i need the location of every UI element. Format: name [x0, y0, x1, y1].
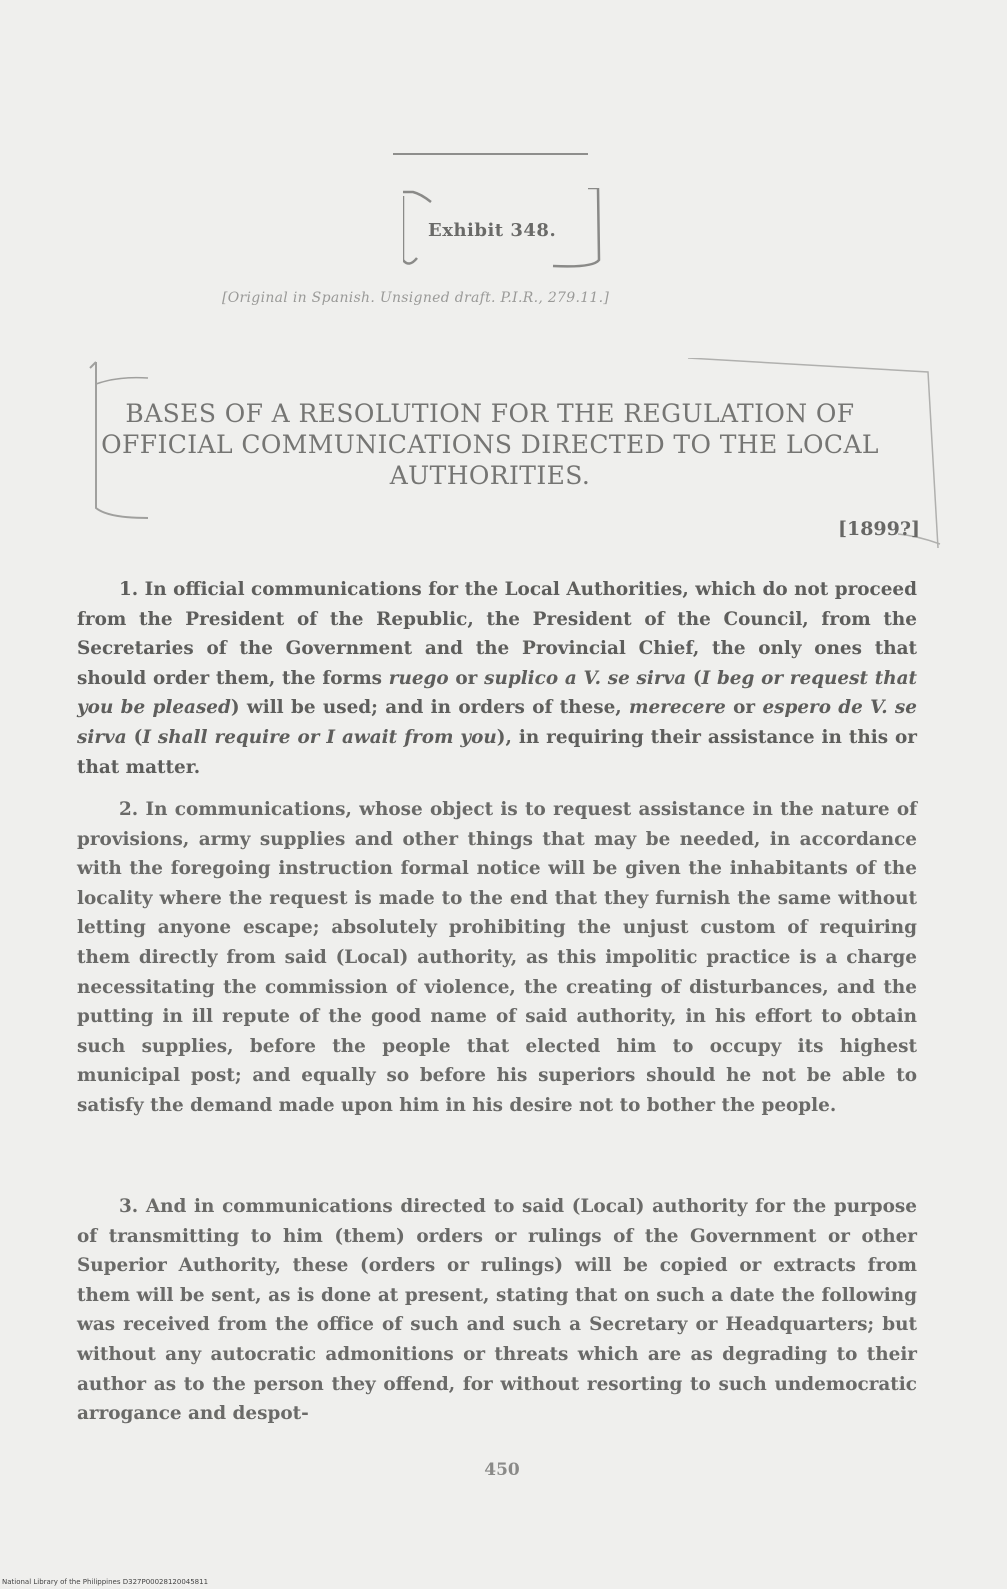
document-title: BASES OF A RESOLUTION FOR THE REGULATION OF OFFICIAL COMMUNICATIONS DIRECTED TO THE LOCAL AUTHORITIES. — [101, 399, 879, 490]
paragraph-1 — [77, 575, 917, 782]
paragraph-3: 3. And in communications directed to said (Local) authority for the purpose of transmitting to him (them) orders or rulings of the Government or other Superior Authority, these (orders or rulings) will be copied or extracts from them will be sent, as is done at present, stating that on such a date the following was received from the office of such and such a Secretary or Headquarters; but without any autocratic admonitions or threats which are as degrading to their author as to the person they offend, for without resorting to such undemocratic arrogance and despot- — [77, 1196, 917, 1425]
p1-text-m: ), in requiring their assistance in this or that matter. — [77, 726, 918, 778]
p1-italic-translation-1: I beg or request that you be pleased — [77, 667, 917, 719]
page-number: 450 — [484, 1460, 520, 1480]
p1-text-g: ) will be used; and in orders of these, — [230, 697, 630, 719]
document-date: [1899?] — [838, 518, 920, 540]
p1-italic-ruego: ruego — [388, 667, 449, 689]
top-rule — [393, 153, 588, 155]
p1-italic-merecere: merecere — [629, 697, 726, 719]
p1-text-i: or — [725, 697, 763, 719]
p1-italic-suplico: suplico a V. se sirva — [484, 667, 687, 689]
p1-text-k: ( — [126, 726, 143, 748]
source-note: [Original in Spanish. Unsigned draft. P.I.R., 279.11.] — [222, 290, 610, 306]
p1-text-c: or — [448, 667, 485, 689]
exhibit-label: Exhibit 348. — [428, 220, 557, 241]
p1-italic-espero: espero de V. se sirva — [77, 697, 917, 748]
p1-text-a: 1. In official communications for the Local Authorities, which do not proceed from the President of the Republic, the President of the Council, from the Secretaries of the Government and the Provincial Chief, the only ones that should order them, the forms — [77, 579, 917, 689]
p1-italic-translation-2: I shall require or I await from you — [142, 726, 497, 748]
paragraph-2: 2. In communications, whose object is to request assistance in the nature of provisions, army supplies and other things that may be needed, in accordance with the foregoing instruction formal notice will be given the inhabitants of the locality where the request is made to the end that they furnish the same without letting anyone escape; absolutely prohibiting the unjust custom of requiring them directly from said (Local) authority, as this impolitic practice is a charge necessitating the commission of violence, the creating of disturbances, and the putting in ill repute of the good name of said authority, in his effort to obtain such supplies, before the people that elected him to occupy its highest municipal post; and equally so before his superiors should he not be able to satisfy the demand made upon him in his desire not to bother the people. — [77, 799, 917, 1116]
p1-text-e: ( — [686, 667, 702, 689]
archive-footer: National Library of the Philippines D327P00028120045811 — [2, 1578, 209, 1586]
